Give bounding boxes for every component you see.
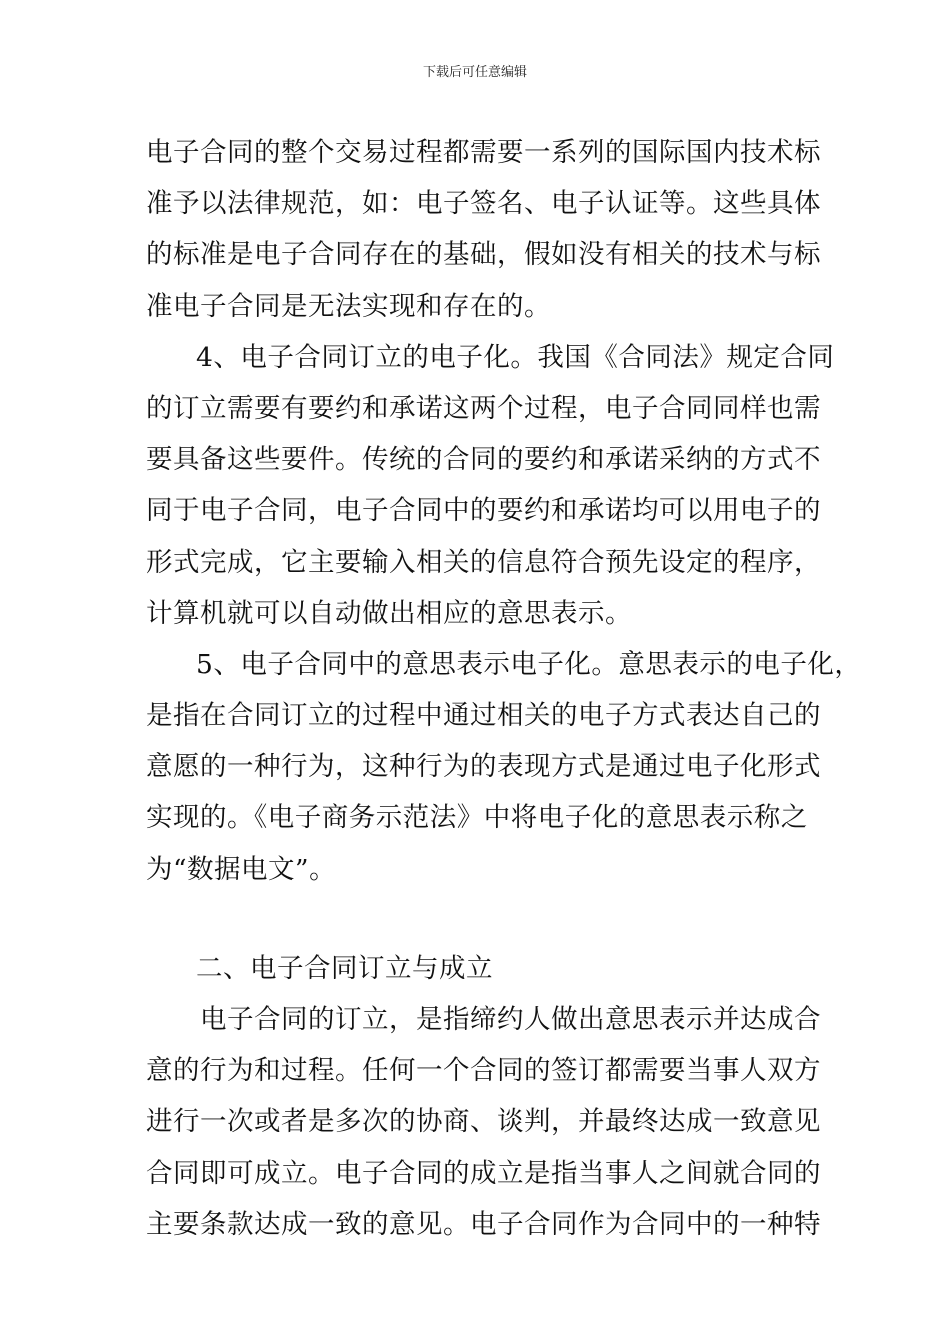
text-line: 4、电子合同订立的电子化。我国《合同法》规定合同 — [196, 341, 835, 373]
text-line: 主要条款达成一致的意见。电子合同作为合同中的一种特 — [146, 1208, 821, 1240]
document-body — [146, 127, 862, 1250]
paragraph-4 — [146, 994, 821, 1250]
text-line: 形式完成，它主要输入相关的信息符合预先设定的程序， — [146, 546, 821, 578]
text-line: 合同即可成立。电子合同的成立是指当事人之间就合同的 — [146, 1157, 821, 1189]
text-line: 同于电子合同，电子合同中的要约和承诺均可以用电子的 — [146, 495, 821, 527]
section-title: 二、电子合同订立与成立 — [196, 952, 493, 984]
text-line: 的订立需要有要约和承诺这两个过程，电子合同同样也需 — [146, 392, 821, 424]
paragraph-3 — [146, 639, 862, 895]
text-line: 是指在合同订立的过程中通过相关的电子方式表达自己的 — [146, 700, 821, 732]
text-line: 要具备这些要件。传统的合同的要约和承诺采纳的方式不 — [146, 444, 821, 476]
text-line: 计算机就可以自动做出相应的意思表示。 — [146, 597, 632, 629]
page-header-note: 下载后可任意编辑 — [422, 65, 527, 80]
text-line: 的标准是电子合同存在的基础，假如没有相关的技术与标 — [146, 239, 821, 271]
text-line: 意愿的一种行为，这种行为的表现方式是通过电子化形式 — [146, 751, 821, 783]
text-line: 准电子合同是无法实现和存在的。 — [146, 290, 551, 322]
text-line: 电子合同的订立，是指缔约人做出意思表示并达成合 — [200, 1004, 821, 1035]
text-line: 电子合同的整个交易过程都需要一系列的国际国内技术标 — [146, 137, 821, 168]
text-line: 进行一次或者是多次的协商、谈判，并最终达成一致意见 — [146, 1106, 821, 1138]
paragraph-1 — [146, 127, 821, 332]
text-line: 实现的。《电子商务示范法》中将电子化的意思表示称之 — [146, 802, 808, 834]
text-line: 为“数据电文”。 — [146, 853, 337, 885]
section-gap — [146, 895, 814, 943]
section-heading — [146, 943, 814, 994]
text-line: 意的行为和过程。任何一个合同的签订都需要当事人双方 — [146, 1055, 821, 1087]
paragraph-2 — [146, 332, 835, 639]
text-line: 准予以法律规范，如：电子签名、电子认证等。这些具体 — [146, 188, 821, 220]
text-line: 5、电子合同中的意思表示电子化。意思表示的电子化， — [196, 648, 862, 680]
